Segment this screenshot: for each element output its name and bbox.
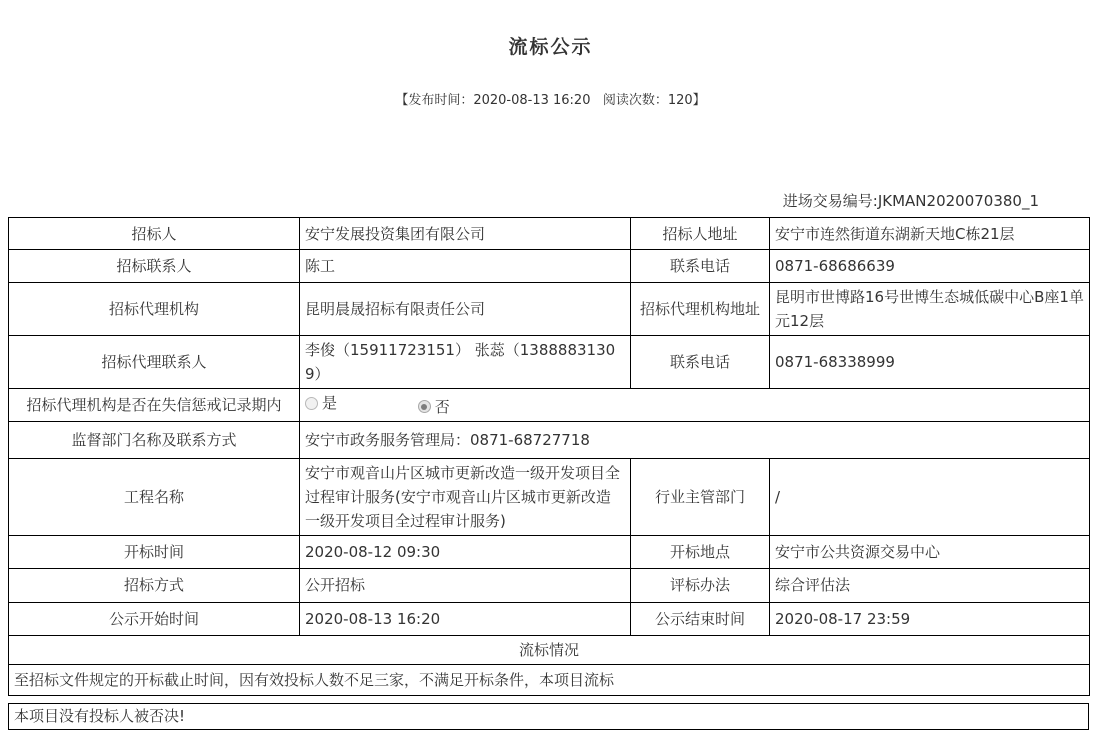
announcement-table: [8, 217, 1090, 696]
dishonesty-label: 招标代理机构是否在失信惩戒记录期内: [9, 389, 300, 422]
bid-open-place-value: 安宁市公共资源交易中心: [770, 535, 1090, 568]
trade-number: 进场交易编号:JKMAN2020070380_1: [782, 192, 1039, 210]
agency-addr-label: 招标代理机构地址: [631, 283, 770, 336]
radio-checked-icon[interactable]: [418, 400, 431, 413]
page-title: 流标公示: [508, 36, 593, 58]
bidder-label: 招标人: [9, 218, 300, 250]
bid-open-time-label: 开标时间: [9, 535, 300, 568]
bid-open-time-value: 2020-08-12 09:30: [300, 535, 631, 568]
bid-method-label: 招标方式: [9, 568, 300, 602]
agency-phone-label: 联系电话: [631, 336, 770, 389]
failure-reason: 至招标文件规定的开标截止时间，因有效投标人数不足三家，不满足开标条件，本项目流标: [9, 664, 1090, 695]
project-name-label: 工程名称: [9, 458, 300, 535]
table-row: [9, 336, 1090, 389]
bid-open-place-label: 开标地点: [631, 535, 770, 568]
table-row: [9, 535, 1090, 568]
bidder-addr-value: 安宁市连然街道东湖新天地C栋21层: [770, 218, 1090, 250]
table-row: [9, 421, 1090, 458]
dishonesty-option-no[interactable]: [418, 395, 450, 419]
table-row: [9, 283, 1090, 336]
dishonesty-yes-label: 是: [322, 394, 338, 412]
publicity-end-value: 2020-08-17 23:59: [770, 602, 1090, 635]
supervisor-value: 安宁市政务服务管理局：0871-68727718: [300, 421, 1090, 458]
table-row: [9, 664, 1090, 695]
contact-label: 招标联系人: [9, 250, 300, 283]
agency-contact-value: 李俊（15911723151） 张蕊（13888831309）: [300, 336, 631, 389]
agency-addr-value: 昆明市世博路16号世博生态城低碳中心B座1单元12层: [770, 283, 1090, 336]
dishonesty-radio-cell: [300, 389, 1090, 422]
table-row: [9, 458, 1090, 535]
eval-method-value: 综合评估法: [770, 568, 1090, 602]
table-row: [9, 389, 1090, 422]
eval-method-label: 评标办法: [631, 568, 770, 602]
bidder-value: 安宁发展投资集团有限公司: [300, 218, 631, 250]
industry-dept-value: /: [770, 458, 1090, 535]
agency-contact-label: 招标代理联系人: [9, 336, 300, 389]
table-row: [9, 602, 1090, 635]
agency-value: 昆明晨晟招标有限责任公司: [300, 283, 631, 336]
dishonesty-no-label: 否: [434, 397, 450, 416]
no-rejected-note: 本项目没有投标人被否决!: [9, 703, 1089, 729]
bidder-addr-label: 招标人地址: [631, 218, 770, 250]
publish-meta-line: 【发布时间：2020-08-13 16:20 阅读次数：120】: [395, 93, 706, 108]
industry-dept-label: 行业主管部门: [631, 458, 770, 535]
radio-unchecked-icon[interactable]: [305, 397, 318, 410]
failure-section-title: 流标情况: [9, 635, 1090, 664]
publicity-start-label: 公示开始时间: [9, 602, 300, 635]
table-row: [9, 568, 1090, 602]
table-row: [9, 250, 1090, 283]
supervisor-label: 监督部门名称及联系方式: [9, 421, 300, 458]
publicity-end-label: 公示结束时间: [631, 602, 770, 635]
contact-value: 陈工: [300, 250, 631, 283]
project-name-value: 安宁市观音山片区城市更新改造一级开发项目全过程审计服务(安宁市观音山片区城市更新改造一级开发项目全过程审计服务): [300, 458, 631, 535]
publicity-start-value: 2020-08-13 16:20: [300, 602, 631, 635]
phone-value: 0871-68686639: [770, 250, 1090, 283]
dishonesty-option-yes[interactable]: [305, 391, 337, 415]
phone-label: 联系电话: [631, 250, 770, 283]
table-row: [9, 635, 1090, 664]
agency-phone-value: 0871-68338999: [770, 336, 1090, 389]
agency-label: 招标代理机构: [9, 283, 300, 336]
table-row: [9, 703, 1089, 729]
table-row: [9, 218, 1090, 250]
bid-method-value: 公开招标: [300, 568, 631, 602]
failed-bid-announcement-page: [0, 32, 1101, 725]
footer-note-table: [8, 703, 1089, 730]
